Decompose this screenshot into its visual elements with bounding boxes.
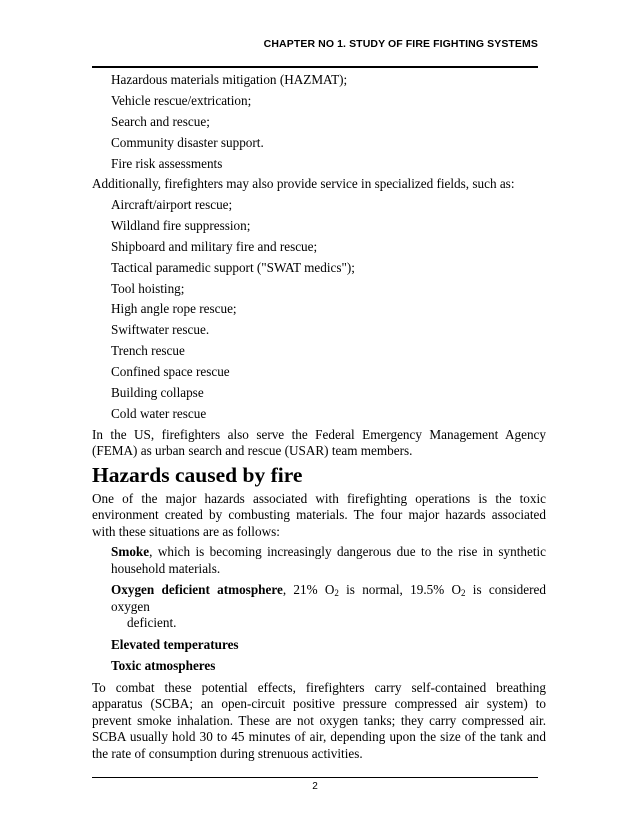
specialized-list — [92, 197, 546, 422]
paragraph-intro: One of the major hazards associated with firefighting operations is the toxic environment created by combusting materials. The four major hazards associated with these situations are as follows: — [92, 490, 546, 539]
hazard-list — [92, 544, 546, 675]
hazard-item-smoke — [111, 544, 546, 577]
list-item: Cold water rescue — [111, 405, 207, 421]
hazard-description: is considered oxygen — [111, 582, 546, 614]
page-body — [92, 72, 546, 764]
paragraph-closing: To combat these potential effects, firefighters carry self-contained breathing apparatus (SCBA; an open-circuit positive pressure compressed air system) to prevent smoke inhalation. These are not oxygen tanks; they carry compressed air. SCBA usually hold 30 to 45 minutes of air, depending upon the size of the tank and the rate of consumption during strenuous activities. — [92, 679, 546, 761]
section-heading: Hazards caused by fire — [92, 462, 303, 487]
list-item: Trench rescue — [111, 343, 185, 359]
subscript: 2 — [334, 588, 339, 599]
list-item: Tool hoisting; — [111, 280, 185, 296]
paragraph-us: In the US, firefighters also serve the Federal Emergency Management Agency (FEMA) as urban search and rescue (USAR) team members. — [92, 426, 546, 459]
hazard-item-oxygen — [111, 582, 546, 632]
service-list — [92, 72, 546, 172]
header-rule — [92, 66, 538, 68]
list-item: Building collapse — [111, 384, 204, 400]
list-item: Aircraft/airport rescue; — [111, 196, 233, 212]
running-header: CHAPTER NO 1. STUDY OF FIRE FIGHTING SYSTEMS — [263, 38, 538, 50]
list-item: Tactical paramedic support ("SWAT medics"); — [111, 259, 355, 275]
hazard-term: Toxic atmospheres — [111, 658, 216, 674]
subscript: 2 — [461, 588, 466, 599]
paragraph-specialized: Additionally, firefighters may also provide service in specialized fields, such as: — [92, 176, 515, 192]
hazard-term: Smoke — [111, 544, 150, 560]
list-item: Shipboard and military fire and rescue; — [111, 238, 318, 254]
hazard-item-toxic-atmospheres — [111, 658, 546, 675]
hazard-description: , which is becoming increasingly dangerous due to the rise in synthetic household materials. — [111, 544, 546, 576]
list-item: Confined space rescue — [111, 364, 230, 380]
list-item: Vehicle rescue/extrication; — [111, 92, 252, 108]
list-item: Wildland fire suppression; — [111, 217, 251, 233]
list-item: High angle rope rescue; — [111, 301, 237, 317]
page-number: 2 — [312, 781, 318, 792]
hazard-description: is normal, 19.5% O — [338, 582, 461, 598]
list-item: Hazardous materials mitigation (HAZMAT); — [111, 72, 348, 87]
list-item: Fire risk assessments — [111, 155, 223, 171]
list-item: Community disaster support. — [111, 134, 264, 150]
hazard-term: Elevated temperatures — [111, 636, 239, 652]
list-item: Search and rescue; — [111, 113, 210, 129]
hazard-description-continued: deficient. — [127, 615, 177, 631]
footer-rule — [92, 777, 538, 778]
hazard-item-elevated-temperatures — [111, 637, 546, 654]
hazard-term: Oxygen deficient atmosphere — [111, 582, 283, 598]
hazard-description: , 21% O — [282, 582, 335, 598]
list-item: Swiftwater rescue. — [111, 322, 210, 338]
